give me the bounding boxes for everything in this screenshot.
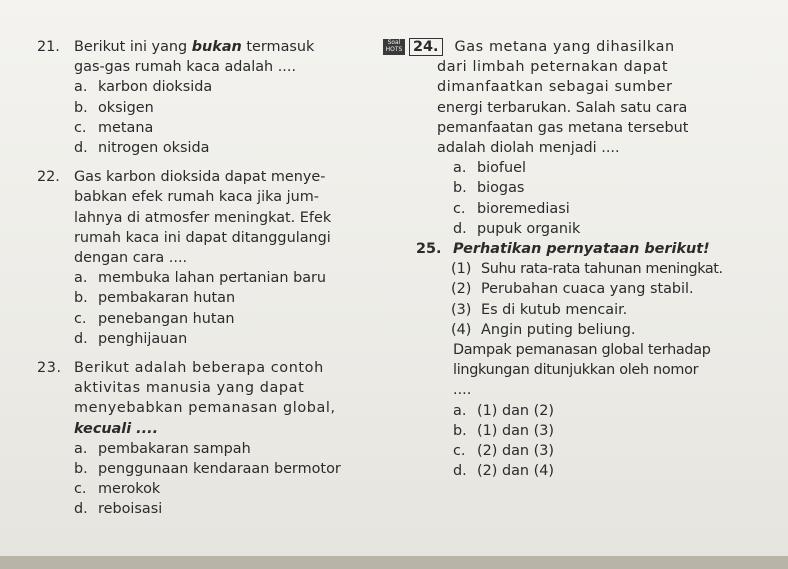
option-text: pembakaran sampah — [98, 440, 251, 457]
question-21 — [37, 37, 387, 158]
option-letter: c. — [74, 310, 87, 327]
answer-option[interactable] — [37, 77, 387, 97]
question-text-line: babkan efek rumah kaca jika jum- — [74, 189, 319, 206]
question-23 — [37, 358, 387, 520]
option-letter: a. — [453, 160, 467, 177]
option-letter: b. — [74, 290, 88, 307]
option-letter: c. — [74, 481, 87, 498]
statement-number: (1) — [451, 261, 472, 278]
answer-option[interactable] — [37, 499, 387, 519]
option-text: pembakaran hutan — [98, 290, 236, 307]
question-text-line: adalah diolah menjadi .... — [437, 140, 620, 157]
option-letter: b. — [74, 461, 88, 478]
option-letter: c. — [453, 443, 466, 460]
option-text: reboisasi — [98, 501, 163, 518]
answer-option[interactable] — [37, 439, 387, 459]
option-letter: d. — [74, 140, 88, 157]
answer-option[interactable] — [37, 268, 387, 288]
question-text-line: dengan cara .... — [74, 250, 188, 267]
emphasis-word: bukan — [191, 39, 242, 55]
option-letter: d. — [453, 463, 467, 480]
hots-badge-icon: Soal HOTS — [383, 39, 405, 55]
statement-text: Angin puting beliung. — [481, 321, 636, 338]
answer-option[interactable] — [383, 461, 783, 481]
right-column — [383, 37, 783, 481]
question-text-line: lahnya di atmosfer meningkat. Efek — [74, 209, 332, 226]
statement-number: (2) — [451, 281, 472, 298]
option-text: (2) dan (4) — [477, 463, 554, 480]
statement-item — [383, 259, 783, 279]
answer-option[interactable] — [37, 138, 387, 158]
question-text-line: Gas karbon dioksida dapat menye- — [74, 169, 326, 186]
option-text: penggunaan kendaraan bermotor — [98, 461, 341, 478]
option-letter: d. — [453, 220, 467, 237]
question-24-header — [383, 37, 455, 57]
option-text: penghijauan — [98, 330, 188, 347]
option-letter: a. — [74, 79, 88, 96]
statement-item — [383, 320, 783, 340]
page-bottom-edge — [0, 556, 788, 569]
question-text-line: gas-gas rumah kaca adalah .... — [74, 59, 297, 76]
option-letter: c. — [74, 119, 87, 136]
option-text: (1) dan (3) — [477, 422, 554, 439]
emphasis-word: kecuali .... — [74, 420, 159, 437]
answer-option[interactable] — [383, 219, 783, 239]
answer-option[interactable] — [383, 199, 783, 219]
option-letter: c. — [453, 200, 466, 217]
answer-option[interactable] — [37, 329, 387, 349]
option-letter: a. — [453, 402, 467, 419]
option-letter: b. — [74, 99, 88, 116]
question-text-line: .... — [453, 382, 472, 399]
answer-option[interactable] — [37, 309, 387, 329]
option-letter: b. — [453, 180, 467, 197]
option-text: membuka lahan pertanian baru — [98, 270, 327, 287]
question-text — [74, 37, 387, 57]
answer-option[interactable] — [383, 401, 783, 421]
answer-option[interactable] — [383, 178, 783, 198]
option-text: biogas — [477, 180, 525, 197]
statement-item — [383, 300, 783, 320]
question-text-line: dari limbah peternakan dapat — [437, 59, 669, 76]
question-text-line: menyebabkan pemanasan global, — [74, 400, 336, 417]
question-number: 25. — [416, 241, 442, 258]
option-letter: a. — [74, 440, 88, 457]
option-text: pupuk organik — [477, 220, 581, 237]
statement-item — [383, 279, 783, 299]
answer-option[interactable] — [37, 288, 387, 308]
option-text: biofuel — [477, 160, 526, 177]
question-text-line: Gas metana yang dihasilkan — [454, 39, 675, 55]
question-number: 23. — [37, 360, 62, 377]
answer-option[interactable] — [37, 98, 387, 118]
statement-text: Suhu rata-rata tahunan meningkat. — [481, 261, 723, 278]
option-text: metana — [98, 119, 154, 136]
option-letter: d. — [74, 501, 88, 518]
question-24 — [383, 37, 783, 239]
option-text: oksigen — [98, 99, 154, 116]
option-text: nitrogen oksida — [98, 140, 210, 157]
question-text-line: dimanfaatkan sebagai sumber — [437, 79, 673, 96]
question-text-line: energi terbarukan. Salah satu cara — [437, 99, 688, 116]
option-text: merokok — [98, 481, 161, 498]
answer-option[interactable] — [37, 459, 387, 479]
statement-text: Es di kutub mencair. — [481, 301, 628, 318]
question-text-line: aktivitas manusia yang dapat — [74, 380, 305, 397]
question-number: 24. — [409, 38, 443, 56]
option-text: penebangan hutan — [98, 310, 235, 327]
question-text-line: Dampak pemanasan global terhadap — [453, 342, 711, 359]
answer-option[interactable] — [383, 421, 783, 441]
question-title: Perhatikan pernyataan berikut! — [453, 241, 710, 258]
question-text-line: Berikut adalah beberapa contoh — [74, 360, 324, 377]
question-text-line: rumah kaca ini dapat ditanggulangi — [74, 229, 331, 246]
question-22 — [37, 167, 387, 349]
answer-option[interactable] — [383, 441, 783, 461]
option-text: (2) dan (3) — [477, 443, 554, 460]
statement-text: Perubahan cuaca yang stabil. — [481, 281, 694, 298]
answer-option[interactable] — [37, 118, 387, 138]
option-letter: b. — [453, 422, 467, 439]
option-text: (1) dan (2) — [477, 402, 554, 419]
question-text-part: termasuk — [241, 39, 315, 55]
option-letter: a. — [74, 270, 88, 287]
option-text: bioremediasi — [477, 200, 570, 217]
question-text-line: pemanfaatan gas metana tersebut — [437, 119, 689, 136]
question-25 — [383, 239, 783, 481]
left-column — [37, 37, 387, 520]
question-number: 21. — [37, 39, 60, 55]
option-text: karbon dioksida — [98, 79, 213, 96]
question-number: 22. — [37, 169, 60, 186]
option-letter: d. — [74, 330, 88, 347]
statement-number: (3) — [451, 301, 472, 318]
question-text-part: Berikut ini yang — [74, 39, 192, 55]
statement-number: (4) — [451, 321, 472, 338]
question-text-line: lingkungan ditunjukkan oleh nomor — [453, 362, 699, 379]
answer-option[interactable] — [37, 479, 387, 499]
answer-option[interactable] — [383, 158, 783, 178]
